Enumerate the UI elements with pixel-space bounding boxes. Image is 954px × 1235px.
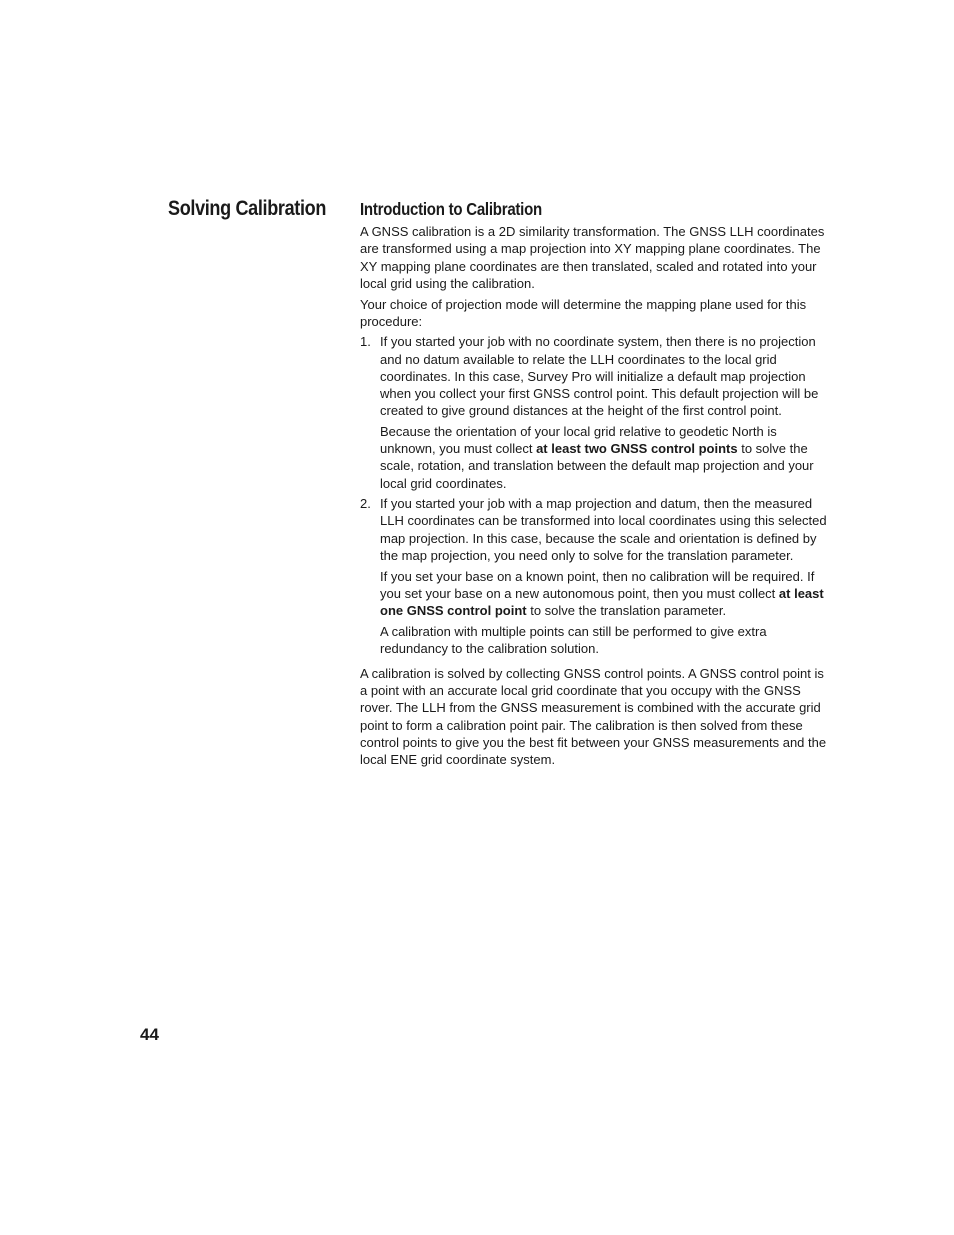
closing-paragraph: A calibration is solved by collecting GNSS control points. A GNSS control point is a point with an accurate local grid coordinate that you occupy with the GNSS rover. The LLH from the GNSS measurement is combined with the accurate grid point to form a calibration point pair. The calibration is then solved from these control points to give you the best fit between your GNSS measurements and the local ENE grid coordinate system.: [360, 666, 827, 768]
projection-mode-list: [360, 333, 832, 657]
list-item-note: If you set your base on a known point, then no calibration will be required. If you set your base on a new autonomous point, then you must collect at least one GNSS control point to solve the translation parameter.: [380, 568, 824, 618]
list-item: [360, 495, 832, 657]
emphasis: at least two GNSS control points: [536, 441, 738, 457]
main-content: [360, 201, 832, 772]
list-item-text: If you started your job with no coordinate system, then there is no projection and no datum available to relate the LLH coordinates to the local grid coordinates. In this case, Survey Pro will initialize a default map projection when you collect your first GNSS control point. This default projection will be created to give ground distances at the height of the first control point.: [380, 334, 819, 419]
list-item-number: 1.: [360, 334, 371, 350]
list-item-extra-note: A calibration with multiple points can still be performed to give extra redundancy to the calibration solution.: [380, 623, 767, 656]
list-item: [360, 333, 832, 491]
page-number: 44: [140, 1025, 159, 1044]
subsection-heading: Introduction to Calibration: [360, 199, 542, 219]
intro-paragraph: A GNSS calibration is a 2D similarity transformation. The GNSS LLH coordinates are transformed using a map projection into XY mapping plane coordinates. The XY mapping plane coordinates are then translated, scaled and rotated into your local grid using the calibration.: [360, 224, 825, 291]
list-item-number: 2.: [360, 496, 371, 512]
emphasis: at least one GNSS control point: [380, 585, 824, 618]
choice-paragraph: Your choice of projection mode will determine the mapping plane used for this procedure:: [360, 296, 807, 329]
section-heading: Solving Calibration: [168, 197, 327, 220]
list-item-text: If you started your job with a map projection and datum, then the measured LLH coordinates can be transformed into local coordinates using this selected map projection. In this case, because the scale and orientation is defined by the map projection, you need only to solve for the translation parameter.: [380, 496, 827, 563]
list-item-note: Because the orientation of your local grid relative to geodetic North is unknown, you must collect at least two GNSS control points to solve the scale, rotation, and translation between the default map projection and your local grid coordinates.: [380, 423, 814, 491]
